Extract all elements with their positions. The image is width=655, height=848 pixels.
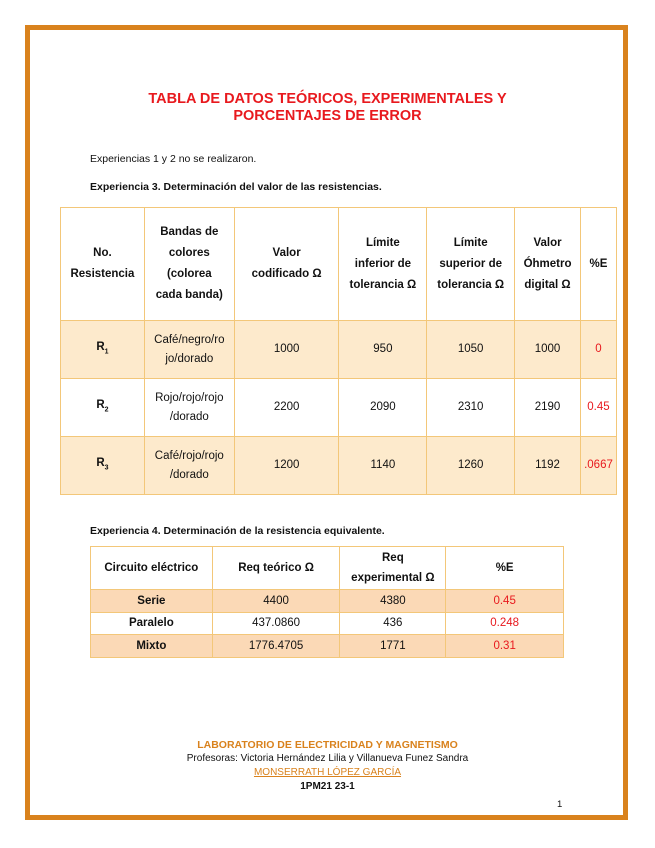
experiment3-heading: Experiencia 3. Determinación del valor de las resistencias. — [90, 181, 382, 193]
req-experimental: 436 — [340, 612, 446, 635]
footer-lab-name: LABORATORIO DE ELECTRICIDAD Y MAGNETISMO — [197, 739, 458, 751]
error-percent: 0.248 — [446, 612, 564, 635]
color-bands: Café/rojo/rojo /dorado — [144, 437, 234, 495]
upper-tolerance: 1260 — [427, 437, 515, 495]
table-row — [91, 590, 564, 613]
ohmmeter-value: 2190 — [515, 379, 581, 437]
circuit-name: Serie — [91, 590, 213, 613]
resistor-label: $R_3$ — [61, 437, 145, 495]
footer-student-name: MONSERRATH LÓPEZ GARCÍA — [253, 767, 402, 778]
title-line-1: TABLA DE DATOS TEÓRICOS, EXPERIMENTALES Y — [148, 91, 507, 107]
table-row — [61, 437, 617, 495]
resistance-table-header — [61, 208, 617, 321]
experiment4-heading: Experiencia 4. Determinación de la resistencia equivalente. — [90, 525, 385, 537]
header-valor-ohmetro: Valor Óhmetro digital Ω — [515, 208, 581, 321]
ohmmeter-value: 1192 — [515, 437, 581, 495]
error-percent: 0.45 — [580, 379, 616, 437]
coded-value: 1200 — [234, 437, 339, 495]
footer-group: 1PM21 23-1 — [300, 781, 355, 792]
error-percent: 0 — [580, 321, 616, 379]
footer-professors: Profesoras: Victoria Hernández Lilia y Villanueva Funez Sandra — [186, 753, 469, 764]
header-limite-superior: Límite superior de tolerancia Ω — [427, 208, 515, 321]
upper-tolerance: 1050 — [427, 321, 515, 379]
header-error: %E — [446, 547, 564, 590]
error-percent: 0.45 — [446, 590, 564, 613]
req-experimental: 4380 — [340, 590, 446, 613]
coded-value: 1000 — [234, 321, 339, 379]
header-req-experimental: Req experimental Ω — [340, 547, 446, 590]
table-row — [61, 379, 617, 437]
coded-value: 2200 — [234, 379, 339, 437]
header-limite-inferior: Límite inferior de tolerancia Ω — [339, 208, 427, 321]
error-percent: 0.31 — [446, 635, 564, 658]
resistor-label: $R_1$ — [61, 321, 145, 379]
circuit-name: Paralelo — [91, 612, 213, 635]
req-theoretical: 4400 — [212, 590, 340, 613]
ohmmeter-value: 1000 — [515, 321, 581, 379]
lower-tolerance: 1140 — [339, 437, 427, 495]
header-bandas: Bandas de colores (colorea cada banda) — [144, 208, 234, 321]
header-no-resistencia: No. Resistencia — [61, 208, 145, 321]
page-number: 1 — [557, 799, 563, 810]
color-bands: Café/negro/ro jo/dorado — [144, 321, 234, 379]
error-percent: .0667 — [580, 437, 616, 495]
header-error: %E — [580, 208, 616, 321]
lower-tolerance: 950 — [339, 321, 427, 379]
note-text: Experiencias 1 y 2 no se realizaron. — [90, 153, 257, 165]
table-row — [61, 321, 617, 379]
page-title — [0, 91, 655, 125]
req-theoretical: 1776.4705 — [212, 635, 340, 658]
resistance-table — [60, 207, 617, 495]
table-row — [91, 612, 564, 635]
lower-tolerance: 2090 — [339, 379, 427, 437]
resistor-label: $R_2$ — [61, 379, 145, 437]
header-req-teorico: Req teórico Ω — [212, 547, 340, 590]
equivalent-resistance-table — [90, 546, 564, 658]
title-line-2: PORCENTAJES DE ERROR — [233, 108, 422, 124]
header-circuito: Circuito eléctrico — [91, 547, 213, 590]
color-bands: Rojo/rojo/rojo /dorado — [144, 379, 234, 437]
equivalent-table-header — [91, 547, 564, 590]
header-valor-codificado: Valor codificado Ω — [234, 208, 339, 321]
req-theoretical: 437.0860 — [212, 612, 340, 635]
upper-tolerance: 2310 — [427, 379, 515, 437]
table-row — [91, 635, 564, 658]
req-experimental: 1771 — [340, 635, 446, 658]
circuit-name: Mixto — [91, 635, 213, 658]
